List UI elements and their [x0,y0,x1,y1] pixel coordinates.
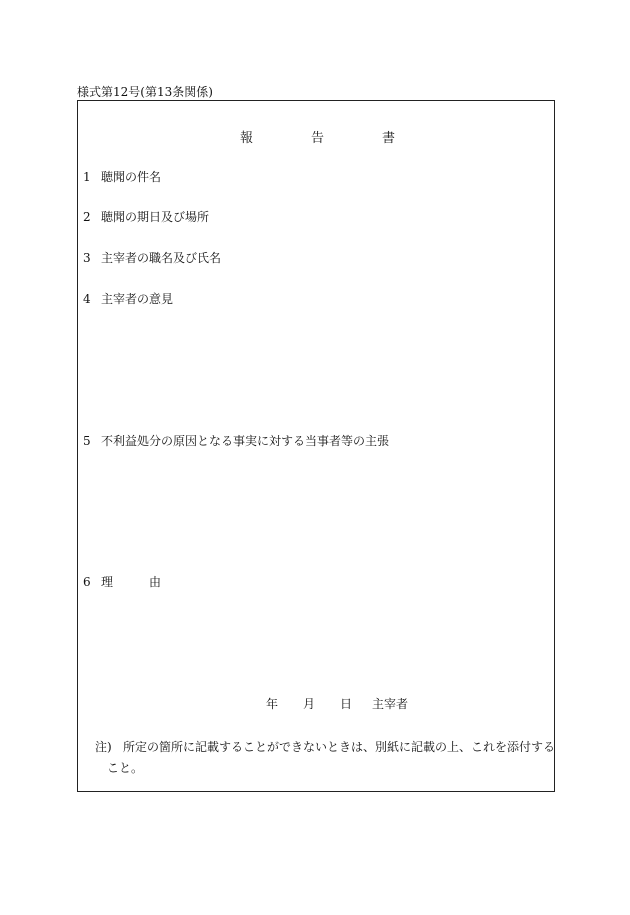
month-label: 月 [303,697,316,711]
item-number: 4 [83,292,91,306]
note-body [107,737,556,779]
item-label: 主宰者の職名及び氏名 [101,251,222,265]
item-3-presider-title-name [83,249,221,266]
item-number: 2 [83,210,91,224]
note-mark: 注) [95,740,112,754]
item-2-hearing-date-place [83,208,209,225]
item-number: 1 [83,170,91,184]
date-signature-line [0,695,630,711]
item-6-reason [83,573,161,590]
item-number: 5 [83,434,91,448]
note-line-1: 所定の箇所に記載することができないときは、別紙に記載の上、これを添付する [123,740,556,754]
item-label: 主宰者の意見 [101,292,174,306]
item-label-part-2: 由 [149,575,162,589]
item-label: 聴聞の件名 [101,170,162,184]
item-label-part-1: 理 [101,575,114,589]
item-5-party-claims [83,432,389,449]
year-label: 年 [266,697,279,711]
item-4-presider-opinion [83,290,173,307]
presider-label: 主宰者 [372,697,409,711]
title-char-1: 報 [240,131,254,146]
day-label: 日 [340,697,353,711]
form-number-label: 様式第12号(第13条関係) [77,85,213,99]
item-number: 3 [83,251,91,265]
note-line-2: こと。 [107,761,144,775]
item-label: 聴聞の期日及び場所 [101,210,210,224]
title-char-2: 告 [311,131,325,146]
item-label: 不利益処分の原因となる事実に対する当事者等の主張 [101,434,390,448]
item-1-hearing-case [83,168,161,185]
item-number: 6 [83,575,91,589]
title-char-3: 書 [382,131,396,146]
document-title [0,127,630,146]
